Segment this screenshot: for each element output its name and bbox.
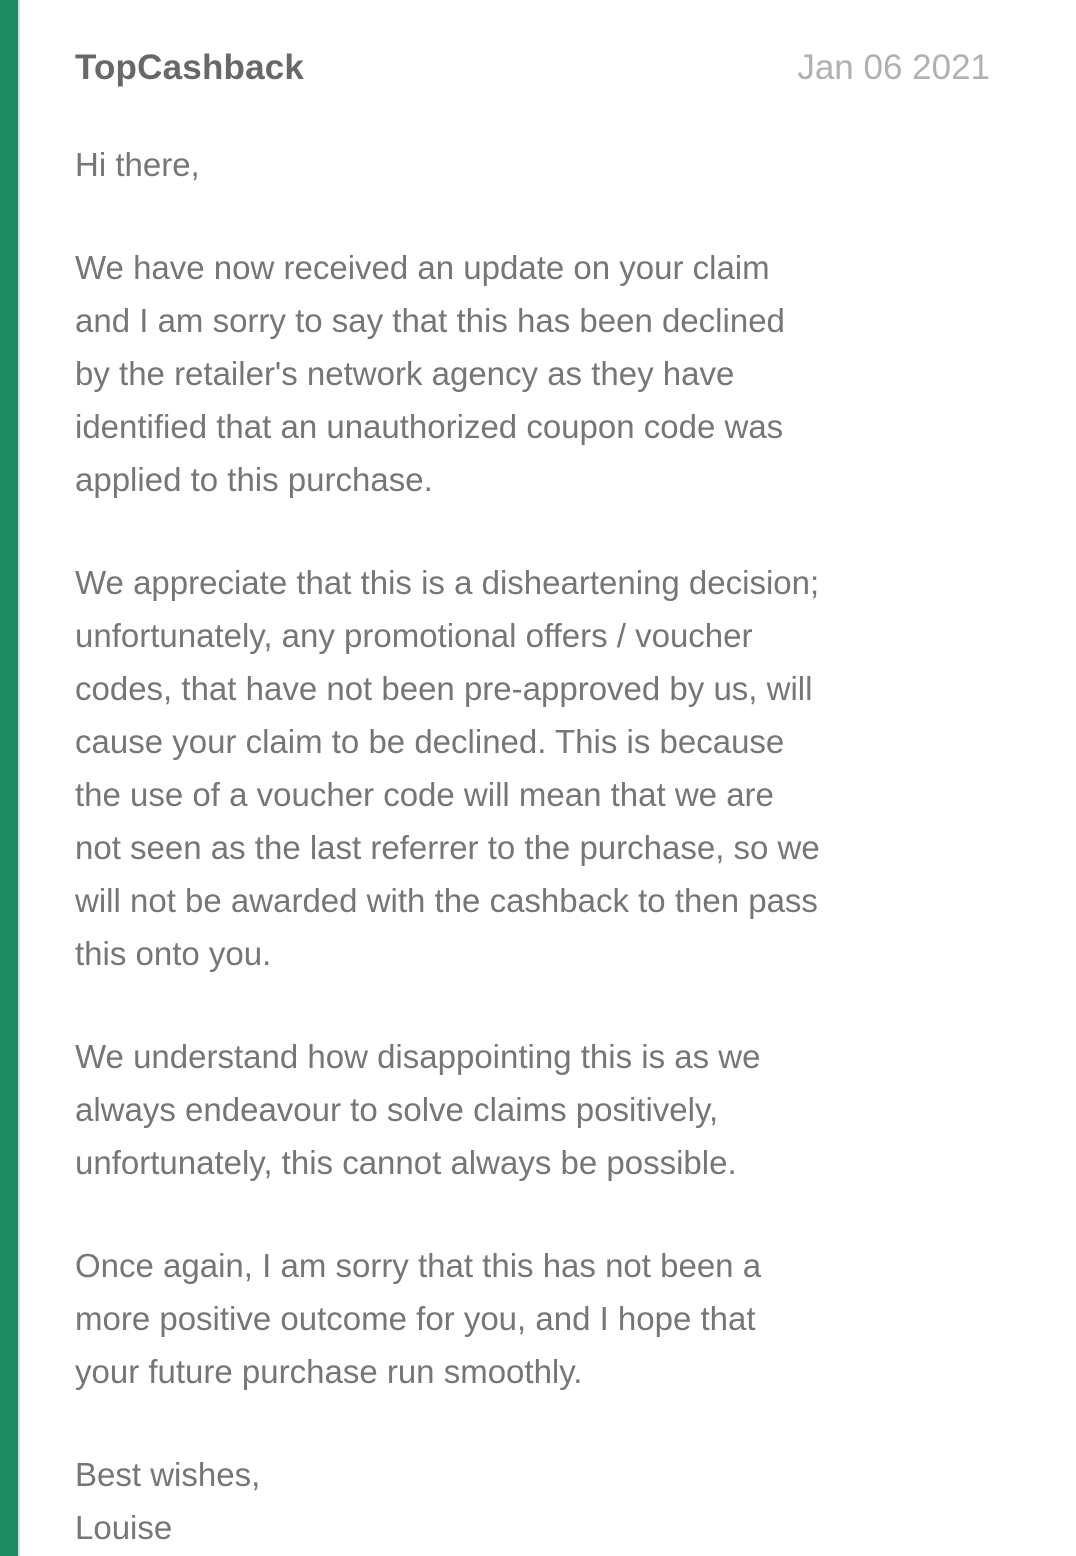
paragraph-voucher-policy: We appreciate that this is a disheartening decision; unfortunately, any promotional offers / voucher codes, that have not been pre-approved by us, will cause your claim to be declined. This is because the use of a voucher code will mean that we are not seen as the last referrer to the purchase, so we will not be awarded with the cashback to then pass this onto you. [75,564,820,972]
signoff-text: Best wishes, Louise [75,1456,261,1546]
greeting-text: Hi there, [75,146,200,183]
paragraph-claim-declined: We have now received an update on your claim and I am sorry to say that this has been declined by the retailer's network agency as they have identified that an unauthorized coupon code was applied to this purchase. [75,249,785,498]
accent-bar [0,0,20,1556]
paragraph-disappointment: We understand how disappointing this is as we always endeavour to solve claims positively, unfortunately, this cannot always be possible. [75,1038,761,1181]
sender-name: TopCashback [75,48,305,87]
message-date: Jan 06 2021 [797,48,990,87]
message-content [75,48,1036,1554]
paragraph-apology: Once again, I am sorry that this has not been a more positive outcome for you, and I hope that your future purchase run smoothly. [75,1247,762,1390]
message-header [75,48,1036,88]
